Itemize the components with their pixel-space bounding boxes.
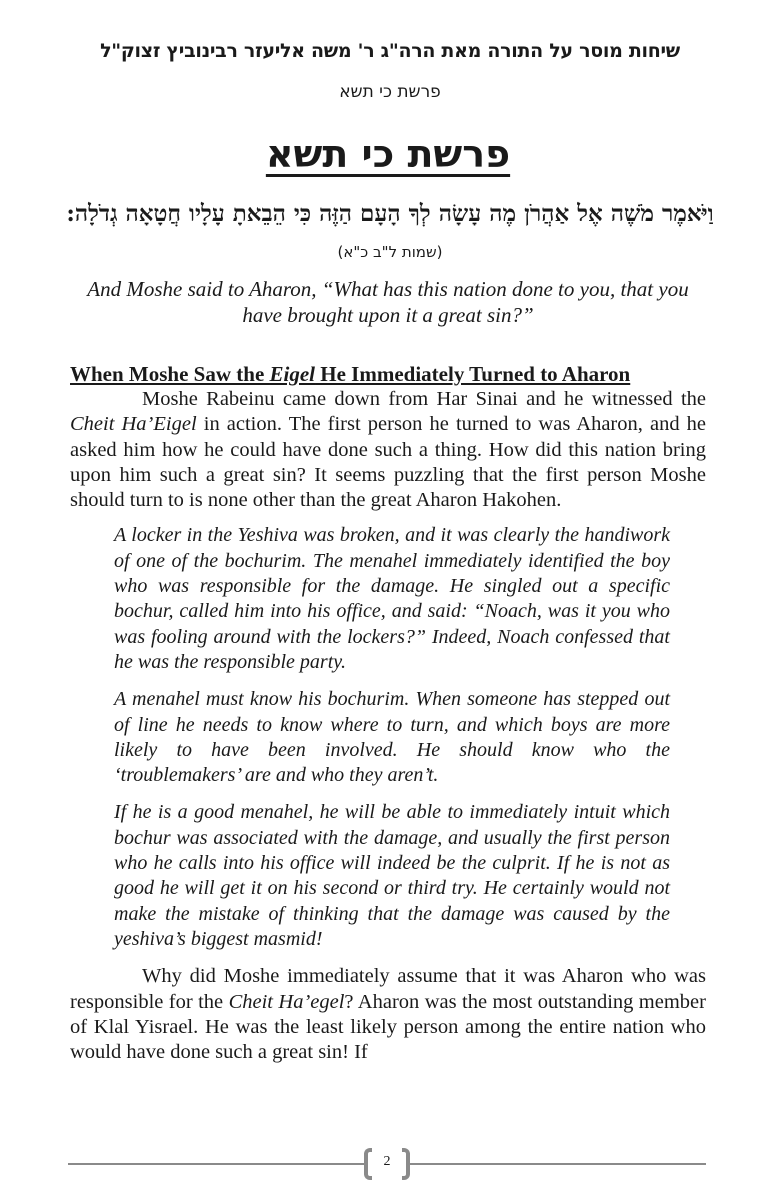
page-footer [68, 1148, 706, 1182]
paragraph-text: in action. The first person he turned to was Aharon, and he asked him how he could have done such a thing. How did this nation bring upon him such a great sin? It seems puzzling that the first person Moshe should turn to is none other than the great Aharon Hakohen. [70, 413, 706, 512]
story-paragraph: A menahel must know his bochurim. When someone has stepped out of line he needs to know where to turn, and which boys are more likely to have been involved. He should know who the ‘troublemakers’ are and who they aren’t. [114, 688, 670, 787]
page-number: 2 [383, 1154, 391, 1169]
footer-rule-left [68, 1163, 364, 1165]
paragraph-text: Moshe Rabeinu came down from Har Sinai and he witnessed the [142, 388, 706, 410]
heading-text: When Moshe Saw the [70, 362, 270, 386]
parsha-title: פרשת כי תשא [265, 132, 511, 176]
story-paragraph: A locker in the Yeshiva was broken, and it was clearly the handiwork of one of the bochurim. The menahel immediately identified the boy who was responsible for the damage. He singled out a specific bochur, called him into his office, and said: “Noach, was it you who was fooling around with the lockers?” Indeed, Noach confessed that he was the responsible party. [114, 524, 670, 673]
article-section [70, 361, 706, 1065]
footer-rule-right [410, 1163, 706, 1165]
paragraph-text: Why did Moshe immediately assume that it was Aharon who was responsible for the [70, 965, 706, 1013]
heading-text: He Immediately Turned to Aharon [315, 362, 631, 386]
right-brace-icon [402, 1148, 410, 1180]
italic-term: Cheit Ha’egel [228, 990, 345, 1013]
pasuk-text: וַיֹּאמֶר מֹשֶׁה אֶל אַהֲרֹן מֶה עָשָׂה לְךָ הָעָם הַזֶּה כִּי הֵבֵאתָ עָלָיו חֲטָאָה גְדֹלָה: [66, 200, 714, 227]
italic-term: Cheit Ha’Eigel [70, 413, 197, 436]
pasuk-source: (שמות ל"ב כ"א) [337, 243, 443, 261]
running-header-title: שיחות מוסר על התורה מאת הרה"ג ר' משה אליעזר רבינוביץ זצוק"ל [100, 40, 680, 62]
heading-italic-term: Eigel [269, 362, 316, 386]
body-paragraph [70, 964, 706, 1065]
pasuk-quote [60, 196, 720, 270]
running-header-parsha: פרשת כי תשא [339, 82, 441, 102]
left-brace-icon [364, 1148, 372, 1180]
story-paragraph: If he is a good menahel, he will be able to immediately intuit which bochur was associated with the damage, and usually the first person who he calls into his office will indeed be the culprit. If he is not as good he will get it on his second or third try. He certainly would not make the mistake of thinking that the damage was caused by the yeshiva’s biggest masmid! [114, 801, 670, 950]
pasuk-translation: And Moshe said to Aharon, “What has this nation done to you, that you have brought upon it a great sin?” [87, 277, 689, 327]
body-paragraph [70, 387, 706, 513]
paragraph-text: ? Aharon was the most outstanding member of Klal Yisrael. He was the least likely person among the entire nation who would have done such a great sin! If [70, 990, 706, 1064]
section-heading [70, 361, 706, 387]
